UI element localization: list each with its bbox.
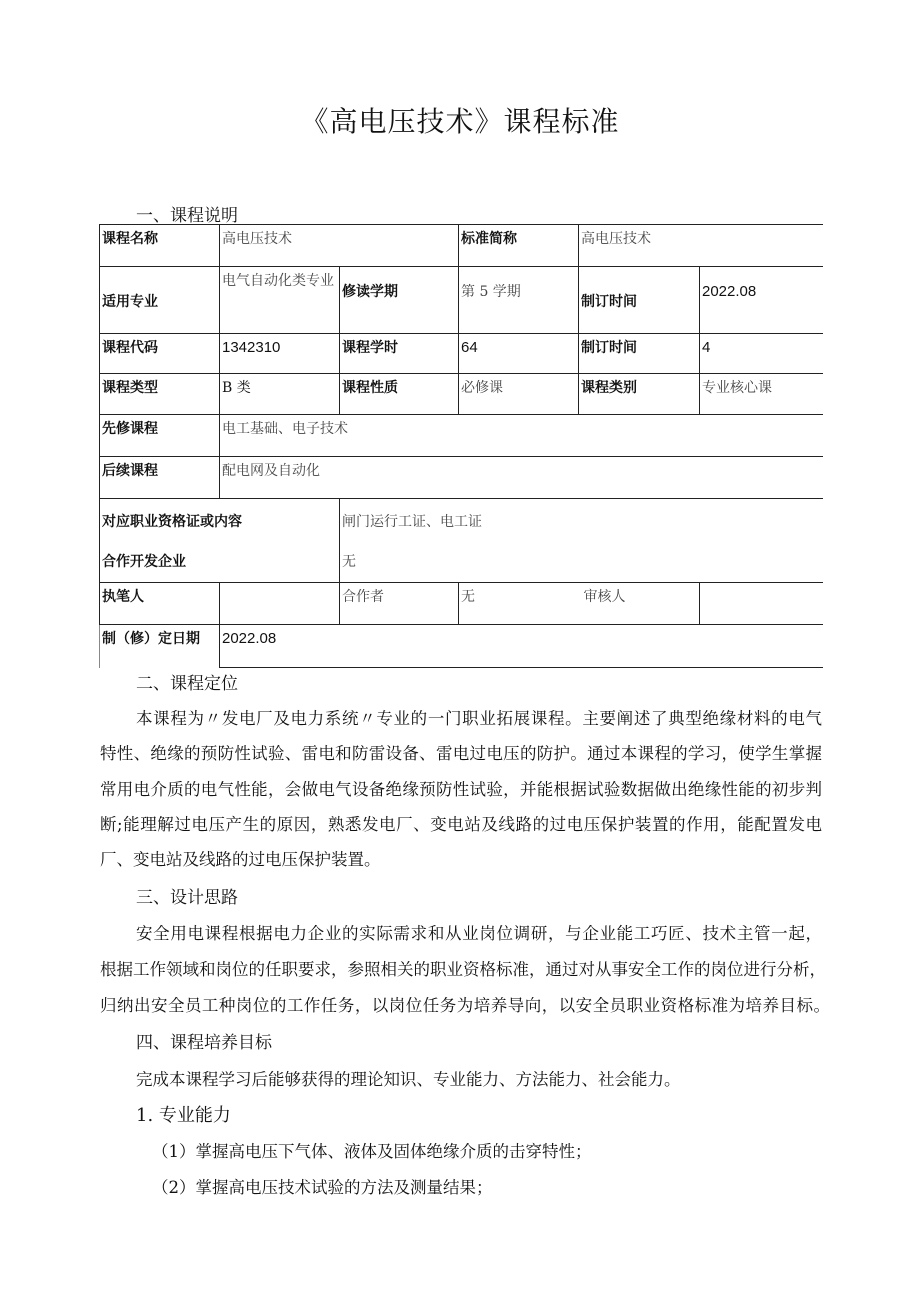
table-row (100, 374, 823, 415)
table-row (100, 334, 823, 374)
section-heading-4: 四、课程培养目标 (136, 1033, 272, 1053)
course-name-value: 高电压技术 (220, 225, 459, 267)
reviewer-value (700, 583, 823, 625)
section-heading-3: 三、设计思路 (136, 888, 238, 908)
revise-time-label: 制订时间 (579, 267, 700, 334)
table-row (100, 457, 823, 499)
para4: 完成本课程学习后能够获得的理论知识、专业能力、方法能力、社会能力。 (136, 1070, 681, 1089)
code-label: 课程代码 (100, 334, 220, 374)
writer-value (220, 583, 340, 625)
hours-value: 64 (459, 334, 579, 374)
category-value: 专业核心课 (700, 374, 823, 415)
table-row (100, 415, 823, 457)
cooperator-label: 合作者 (340, 583, 459, 625)
std-short-label: 标准简称 (459, 225, 579, 267)
para2-line: 厂、变电站及线路的过电压保护装置。 (100, 850, 381, 869)
section-heading-2: 二、课程定位 (136, 674, 238, 694)
cert-value: 闸门运行工证、电工证 (342, 514, 482, 530)
cert-partner-values (340, 499, 823, 583)
prereq-value: 电工基础、电子技术 (220, 415, 823, 457)
semester-value: 第 5 学期 (459, 267, 579, 334)
cert-label: 对应职业资格证或内容 (102, 514, 242, 530)
list-item: （1）掌握高电压下气体、液体及固体绝缘介质的击穿特性； (152, 1142, 592, 1161)
revise-time-value: 2022.08 (700, 267, 823, 334)
reviewer-label: 审核人 (583, 589, 626, 605)
table-row (100, 625, 823, 668)
document-title: 《高电压技术》课程标准 (300, 105, 620, 138)
semester-label: 修读学期 (340, 267, 459, 334)
cooperator-value: 无 (461, 589, 475, 605)
section-heading-1: 一、课程说明 (136, 206, 238, 226)
type-value: B 类 (220, 374, 340, 415)
table-row (100, 267, 823, 334)
date-label: 制（修）定日期 (100, 625, 220, 668)
para2-line: 断;能理解过电压产生的原因，熟悉发电厂、变电站及线路的过电压保护装置的作用，能配置发电 (100, 815, 822, 834)
course-name-label: 课程名称 (100, 225, 220, 267)
para2-line: 特性、绝缘的预防性试验、雷电和防雷设备、雷电过电压的防护。通过本课程的学习，使学生掌握 (100, 744, 822, 763)
para3-line: 安全用电课程根据电力企业的实际需求和从业岗位调研，与企业能工巧匠、技术主管一起， (136, 924, 822, 943)
table-row (100, 225, 823, 267)
table-row (100, 583, 823, 625)
nature-label: 课程性质 (340, 374, 459, 415)
revise-time2-value: 4 (700, 334, 823, 374)
course-info-table (99, 224, 823, 668)
major-value: 电气自动化类专业 (220, 267, 340, 334)
major-label: 适用专业 (100, 267, 220, 334)
writer-label: 执笔人 (100, 583, 220, 625)
para2-line: 常用电介质的电气性能，会做电气设备绝缘预防性试验，并能根据试验数据做出绝缘性能的初步判 (100, 780, 822, 799)
para3-line: 根据工作领域和岗位的任职要求，参照相关的职业资格标准，通过对从事安全工作的岗位进行分析， (100, 960, 826, 979)
partner-label: 合作开发企业 (102, 554, 186, 570)
category-label: 课程类别 (579, 374, 700, 415)
partner-value: 无 (342, 554, 356, 570)
hours-label: 课程学时 (340, 334, 459, 374)
cooperator-reviewer-cell (459, 583, 700, 625)
cert-partner-labels (100, 499, 340, 583)
followup-label: 后续课程 (100, 457, 220, 499)
followup-value: 配电网及自动化 (220, 457, 823, 499)
code-value: 1342310 (220, 334, 340, 374)
type-label: 课程类型 (100, 374, 220, 415)
table-row (100, 499, 823, 583)
subheading-professional-ability: 1. 专业能力 (136, 1105, 231, 1126)
date-value: 2022.08 (220, 625, 823, 668)
list-item: （2）掌握高电压技术试验的方法及测量结果； (152, 1178, 493, 1197)
para3-line: 归纳出安全员工种岗位的工作任务，以岗位任务为培养导向，以安全员职业资格标准为培养目标。 (100, 996, 830, 1015)
nature-value: 必修课 (459, 374, 579, 415)
prereq-label: 先修课程 (100, 415, 220, 457)
para2-line: 本课程为〃发电厂及电力系统〃专业的一门职业拓展课程。主要阐述了典型绝缘材料的电气 (136, 709, 822, 728)
std-short-value: 高电压技术 (579, 225, 823, 267)
revise-time2-label: 制订时间 (579, 334, 700, 374)
